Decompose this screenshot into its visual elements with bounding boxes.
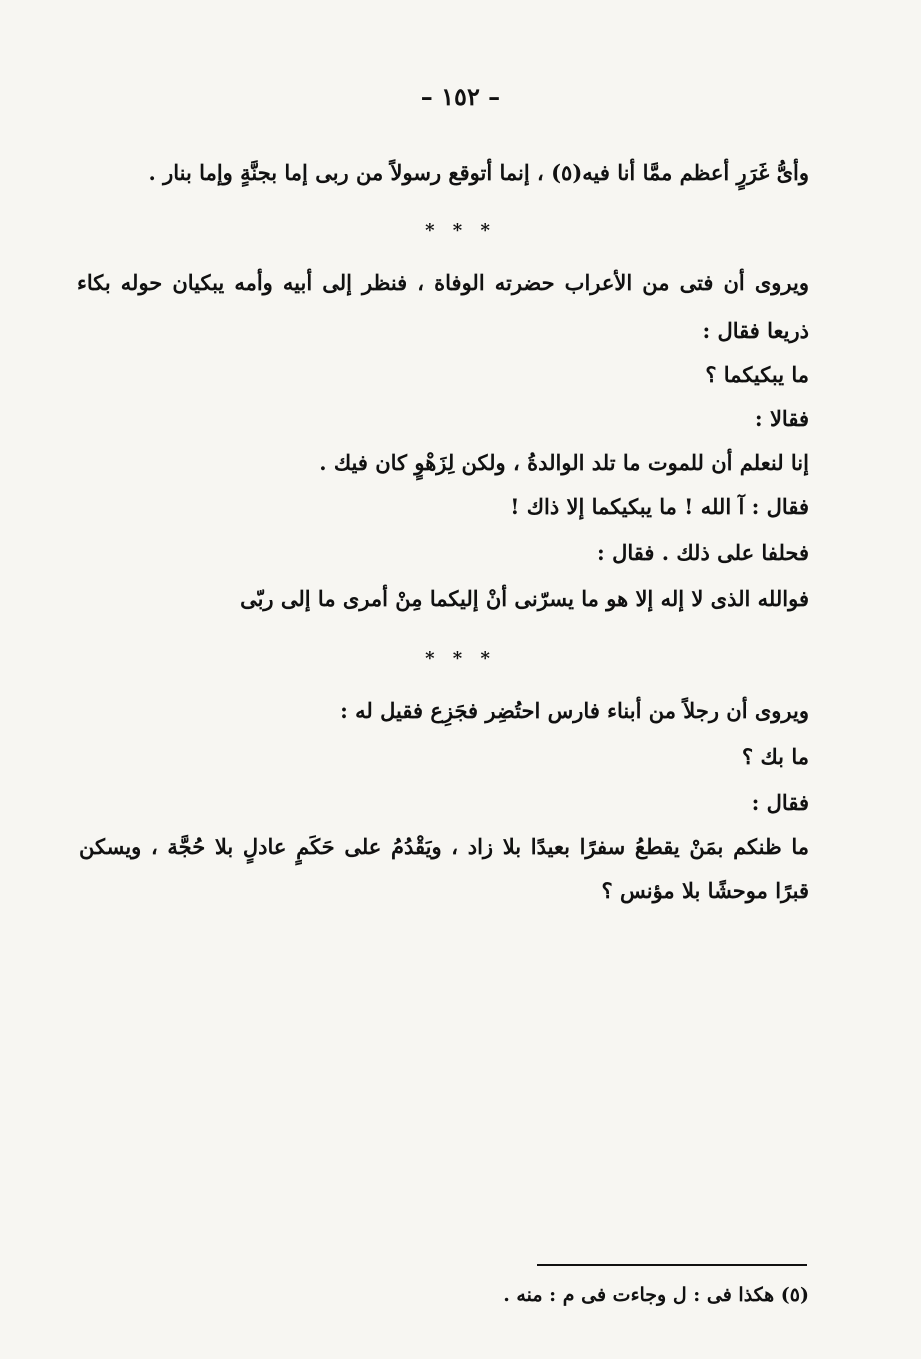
text-line-12: فقال : <box>751 790 809 815</box>
footnote-divider <box>537 1264 807 1266</box>
footnote: (٥) هكذا فى : ل وجاءت فى م : منه . <box>503 1284 809 1306</box>
text-line-1: وأىُّ غَرَرٍ أعظم ممَّا أنا فيه(٥) ، إنما أتوقع رسولاً من ربى إما بجنَّةٍ وإما بنار . <box>148 160 809 185</box>
text-line-3: ذريعا فقال : <box>702 318 809 343</box>
text-line-5: فقالا : <box>754 406 809 431</box>
text-line-14: قبرًا موحشًا بلا مؤنس ؟ <box>601 878 809 903</box>
text-line-6: إنا لنعلم أن للموت ما تلد الوالدةُ ، ولكن لِزَهْوٍ كان فيك . <box>319 450 809 475</box>
text-line-7: فقال : آ الله ! ما يبكيكما إلا ذاك ! <box>510 494 809 519</box>
text-line-9: فوالله الذى لا إله إلا هو ما يسرّنى أنْ إليكما مِنْ أمرى ما إلى ربّى <box>240 586 809 611</box>
text-line-13: ما ظنكم بمَنْ يقطعُ سفرًا بعيدًا بلا زاد ، ويَقْدُمُ على حَكَمٍ عادلٍ بلا حُجَّة ، ويسكن <box>79 834 809 859</box>
page-number: – ١٥٢ – <box>420 82 501 111</box>
text-line-4: ما يبكيكما ؟ <box>705 362 809 387</box>
text-line-2: ويروى أن فتى من الأعراب حضرته الوفاة ، فنظر إلى أبيه وأمه يبكيان حوله بكاء <box>77 270 809 295</box>
text-line-8: فحلفا على ذلك . فقال : <box>597 540 809 565</box>
section-separator-2: * * * <box>425 648 496 669</box>
text-line-11: ما بك ؟ <box>742 744 809 769</box>
section-separator-1: * * * <box>425 220 496 241</box>
text-line-10: ويروى أن رجلاً من أبناء فارس احتُضِر فجَزِع فقيل له : <box>340 698 809 723</box>
